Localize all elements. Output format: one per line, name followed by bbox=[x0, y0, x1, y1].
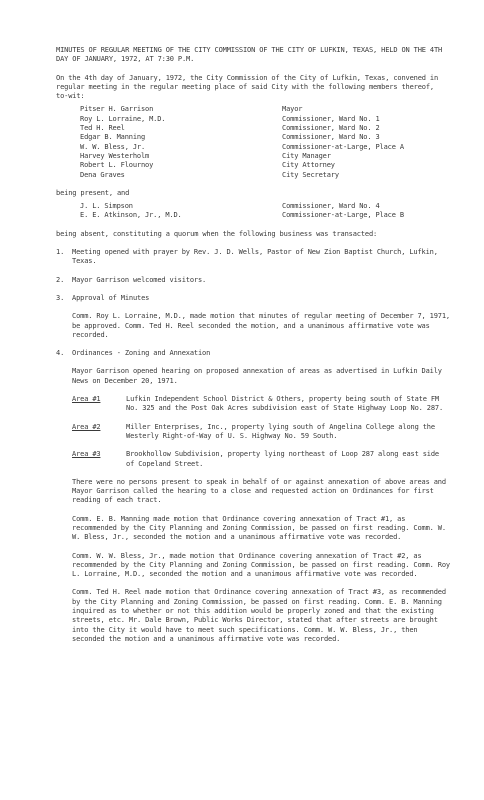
absent-roll bbox=[56, 202, 450, 221]
minutes-title: MINUTES OF REGULAR MEETING OF THE CITY COMMISSION OF THE CITY OF LUFKIN, TEXAS, HELD ON THE 4TH DAY OF JANUARY, 1972, AT 7:30 P.M. bbox=[56, 46, 447, 64]
hearing-paragraph: There were no persons present to speak in behalf of or against annexation of above areas and Mayor Garrison called the hearing to a close and requested action on Ordinances for first reading of each tract. bbox=[72, 477, 450, 505]
annexation-case bbox=[56, 423, 450, 442]
item-number: 2. bbox=[56, 275, 65, 284]
member-name: Edgar B. Manning bbox=[80, 133, 146, 142]
item-number: 3. bbox=[56, 293, 65, 302]
item-number: 1. bbox=[56, 248, 65, 257]
member-role: City Secretary bbox=[282, 170, 339, 179]
member-role: Commissioner-at-Large, Place B bbox=[282, 211, 404, 220]
member-role: Mayor bbox=[282, 105, 303, 114]
item-text: Approval of Minutes bbox=[72, 293, 150, 302]
motion-paragraph: Comm. Ted H. Reel made motion that Ordinance covering annexation of Tract #3, as recommended by the City Planning and Zoning Commission, be passed on first reading. Comm. E. B. Manning inquired as to whether or not this addition would be properly zoned and that the existing streets, etc. Mr. Dale Brown, Public Works Director, stated that after streets are brought into the City it would have to meet such specifications. Comm. W. W. Bless, Jr., then seconded the motion and a unanimous affirmative vote was recorded. bbox=[72, 588, 450, 643]
member-name: Pitser H. Garrison bbox=[80, 105, 154, 114]
absent-names bbox=[56, 202, 248, 221]
member-role: City Attorney bbox=[282, 161, 335, 170]
minutes-approval-text: Comm. Roy L. Lorraine, M.D., made motion that minutes of regular meeting of December 7, 1971, be approved. Comm. Ted H. Reel seconded the motion, and a unanimous affirmative vote was recorded. bbox=[72, 312, 455, 339]
case-label: Area #2 bbox=[72, 422, 101, 431]
case-text: Miller Enterprises, Inc., property lying south of Angelina College along the Westerly Right-of-Way of U. S. Highway No. 59 South. bbox=[126, 422, 435, 440]
present-names bbox=[56, 105, 248, 179]
member-name: J. L. Simpson bbox=[80, 202, 133, 211]
agenda-item bbox=[56, 294, 450, 303]
member-role: Commissioner, Ward No. 4 bbox=[282, 202, 380, 211]
hearing-intro: Mayor Garrison opened hearing on proposed annexation of areas as advertised in Lufkin Daily News on December 20, 1971. bbox=[72, 367, 446, 385]
present-roles bbox=[248, 105, 450, 179]
member-role: Commissioner, Ward No. 2 bbox=[282, 124, 380, 133]
quorum-statement: being absent, constituting a quorum when the following business was transacted: bbox=[56, 229, 378, 238]
item-text: Ordinances - Zoning and Annexation bbox=[72, 349, 211, 358]
member-role: Commissioner, Ward No. 1 bbox=[282, 114, 380, 123]
item-text: Meeting opened with prayer by Rev. J. D. Wells, Pastor of New Zion Baptist Church, Lufkin, Texas. bbox=[72, 248, 438, 266]
case-text: Lufkin Independent School District & Others, property being south of State FM No. 325 and the Post Oak Acres subdivision east of State Highway Loop No. 287. bbox=[126, 395, 444, 413]
case-label: Area #3 bbox=[72, 450, 101, 459]
agenda-item bbox=[56, 248, 450, 267]
member-name: W. W. Bless, Jr. bbox=[80, 142, 146, 151]
member-role: Commissioner-at-Large, Place A bbox=[282, 142, 404, 151]
member-name: E. E. Atkinson, Jr., M.D. bbox=[80, 211, 182, 220]
motion-paragraph: Comm. W. W. Bless, Jr., made motion that Ordinance covering annexation of Tract #2, as recommended by the City Planning and Zoning Commission, be passed on first reading. Comm. Roy L. Lorraine, M.D., seconded the motion and a unanimous affirmative vote was recorded. bbox=[72, 551, 455, 579]
case-text: Brookhollow Subdivision, property lying northeast of Loop 287 along east side of Copeland Street. bbox=[126, 450, 439, 468]
annexation-case bbox=[56, 395, 450, 414]
member-name: Dena Graves bbox=[80, 170, 125, 179]
present-label: being present, and bbox=[56, 188, 130, 197]
member-name: Harvey Westerholm bbox=[80, 151, 150, 160]
member-role: City Manager bbox=[282, 151, 331, 160]
case-label: Area #1 bbox=[72, 395, 101, 404]
member-name: Roy L. Lorraine, M.D. bbox=[80, 114, 166, 123]
annexation-case bbox=[56, 450, 450, 469]
intro-paragraph: On the 4th day of January, 1972, the City Commission of the City of Lufkin, Texas, convened in regular meeting in the regular meeting place of said City with the following members thereof, to-wit: bbox=[56, 73, 443, 101]
agenda-item bbox=[56, 276, 450, 285]
motion-paragraph: Comm. E. B. Manning made motion that Ordinance covering annexation of Tract #1, as recommended by the City Planning and Zoning Commission, be passed on first reading. Comm. W. W. Bless, Jr., seconded the motion and a unanimous affirmative vote was recorded. bbox=[72, 514, 450, 542]
agenda-item bbox=[56, 349, 450, 358]
member-name: Ted H. Reel bbox=[80, 124, 125, 133]
present-roll bbox=[56, 105, 450, 179]
member-name: Robert L. Flournoy bbox=[80, 161, 154, 170]
item-text: Mayor Garrison welcomed visitors. bbox=[72, 275, 207, 284]
item-number: 4. bbox=[56, 349, 65, 358]
absent-roles bbox=[248, 202, 450, 221]
member-role: Commissioner, Ward No. 3 bbox=[282, 133, 380, 142]
